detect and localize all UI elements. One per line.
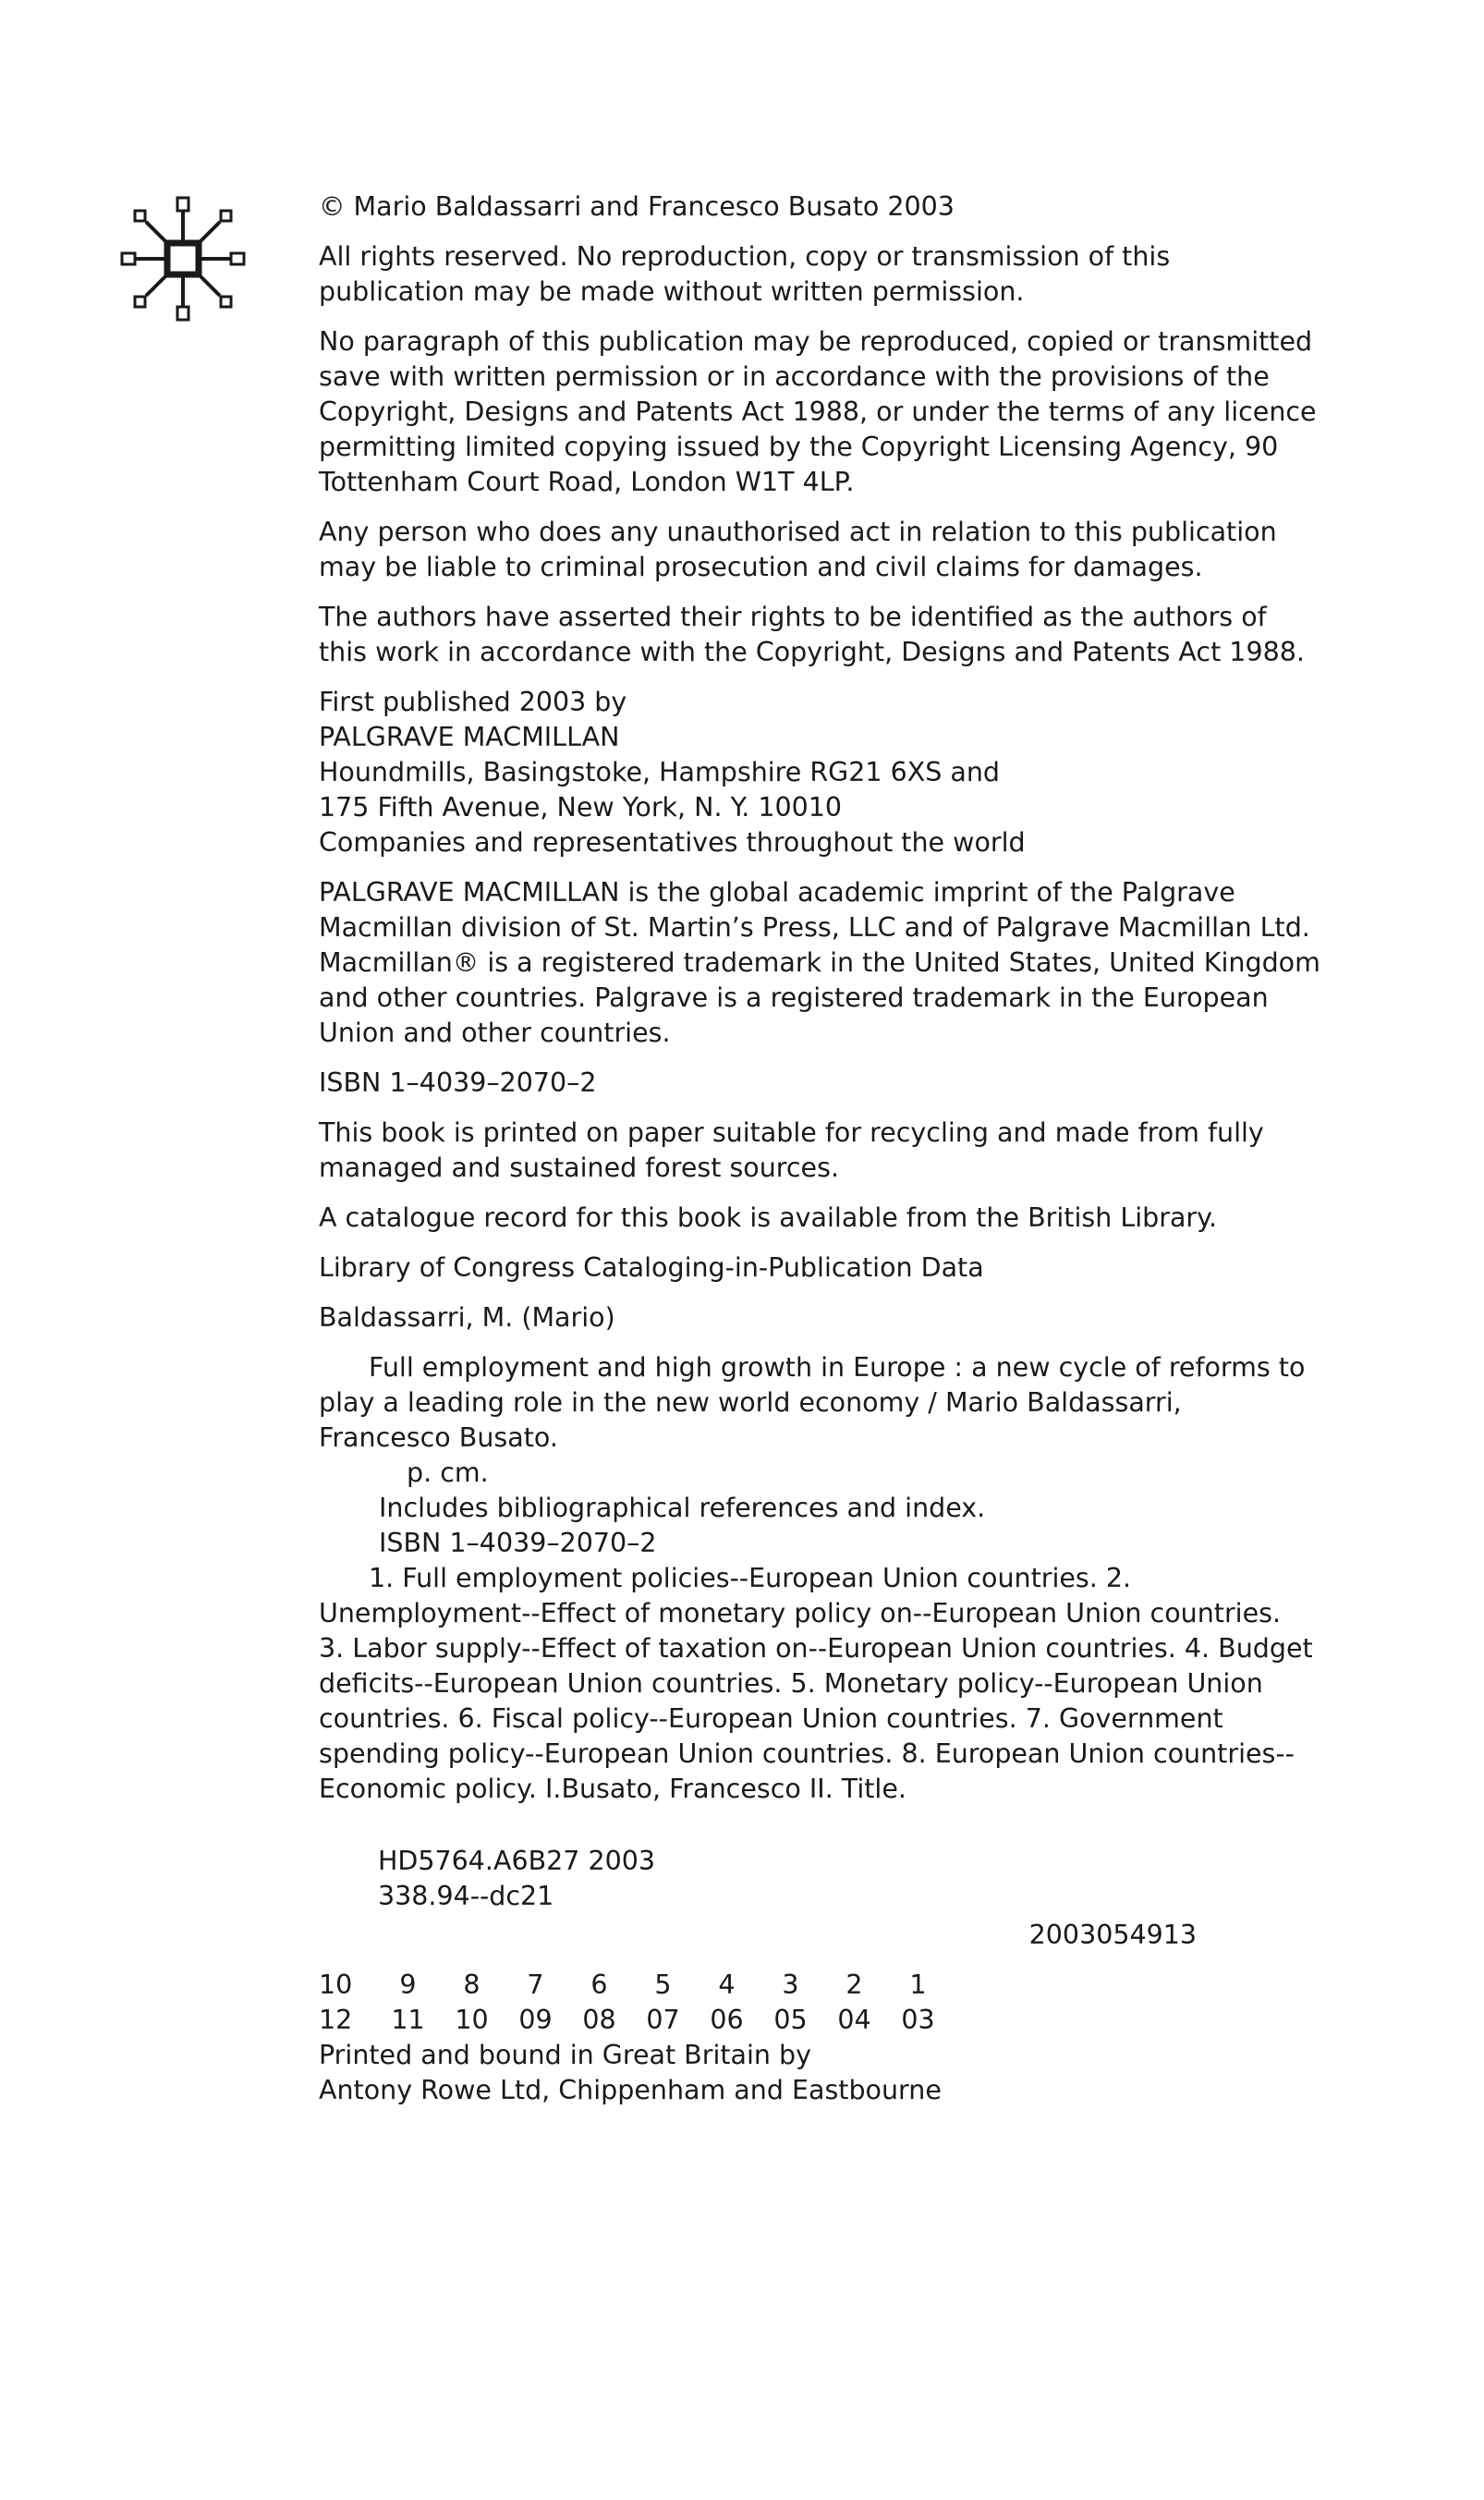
printing-number: 6	[590, 1970, 608, 2000]
printing-year: 10	[455, 2005, 489, 2035]
text-line: and other countries. Palgrave is a registered trademark in the European	[319, 982, 1269, 1013]
printing-year: 12	[319, 2005, 353, 2035]
paper-paragraph	[319, 1116, 1289, 1186]
text-line: First published 2003 by	[319, 687, 627, 717]
text-line: Macmillan® is a registered trademark in the United States, United Kingdom	[319, 947, 1320, 978]
publisher-logo-icon	[109, 185, 257, 333]
cip-subject-line: Unemployment--Effect of monetary policy on--European Union countries.	[319, 1598, 1282, 1628]
first-published-paragraph	[319, 685, 1289, 860]
dewey-number: 338.94--dc21	[378, 1881, 554, 1911]
text-line: A catalogue record for this book is available from the British Library.	[319, 1202, 1218, 1233]
text-line: Library of Congress Cataloging-in-Publication Data	[319, 1252, 984, 1283]
isbn: ISBN 1–4039–2070–2	[319, 1067, 597, 1098]
no-paragraph-paragraph	[319, 324, 1317, 500]
publisher-name: PALGRAVE MACMILLAN	[319, 722, 620, 752]
text-line: Baldassarri, M. (Mario)	[319, 1302, 615, 1333]
printing-number: 3	[782, 1970, 799, 2000]
cip-isbn: ISBN 1–4039–2070–2	[379, 1528, 657, 1558]
printing-number: 10	[319, 1970, 353, 2000]
copyright-notice	[319, 189, 1289, 225]
lc-class-number: HD5764.A6B27 2003	[378, 1846, 656, 1876]
copyright-line: © Mario Baldassarri and Francesco Busato 2003	[319, 191, 955, 222]
printing-number: 5	[654, 1970, 672, 2000]
text-line: Tottenham Court Road, London W1T 4LP.	[319, 467, 855, 497]
text-line: PALGRAVE MACMILLAN is the global academic imprint of the Palgrave	[319, 877, 1235, 908]
cip-pcm: p. cm.	[407, 1457, 489, 1488]
catalogue-paragraph	[319, 1201, 1289, 1236]
cip-subject-line: Economic policy. I.Busato, Francesco II. Title.	[319, 1774, 906, 1804]
cip-includes: Includes bibliographical references and index.	[379, 1493, 986, 1523]
text-line: Antony Rowe Ltd, Chippenham and Eastbourne	[319, 2075, 942, 2105]
text-line: permitting limited copying issued by the Copyright Licensing Agency, 90	[319, 432, 1279, 462]
printing-number: 8	[463, 1970, 480, 2000]
printing-year: 09	[518, 2005, 553, 2035]
cip-subject-line: countries. 6. Fiscal policy--European Union countries. 7. Government	[319, 1703, 1223, 1734]
text-line: publication may be made without written permission.	[319, 276, 1025, 307]
cip-subject-line: 1. Full employment policies--European Union countries. 2.	[369, 1563, 1132, 1593]
printer-paragraph	[319, 2038, 1289, 2108]
printing-year: 07	[646, 2005, 680, 2035]
printing-year: 11	[391, 2005, 425, 2035]
printing-number: 9	[399, 1970, 417, 2000]
cip-subject-line: 3. Labor supply--Effect of taxation on--European Union countries. 4. Budget	[319, 1633, 1313, 1664]
loc-heading	[319, 1250, 1289, 1286]
text-line: may be liable to criminal prosecution and civil claims for damages.	[319, 552, 1203, 582]
text-line: All rights reserved. No reproduction, copy or transmission of this	[319, 241, 1171, 272]
printing-year-line	[319, 2003, 1289, 2038]
authors-asserted-paragraph	[319, 600, 1305, 670]
text-line: The authors have asserted their rights to be identified as the authors of	[319, 602, 1267, 632]
text-line: Companies and representatives throughout the world	[319, 827, 1026, 858]
cip-title-line: Full employment and high growth in Europe : a new cycle of reforms to	[369, 1352, 1306, 1383]
publisher-address: 175 Fifth Avenue, New York, N. Y. 10010	[319, 792, 843, 823]
author-entry	[319, 1300, 1289, 1335]
unauthorised-act-paragraph	[319, 515, 1289, 585]
classification-block	[319, 1844, 1289, 1914]
text-line: This book is printed on paper suitable for recycling and made from fully	[319, 1117, 1264, 1148]
publisher-address: Houndmills, Basingstoke, Hampshire RG21 6XS and	[319, 757, 1001, 787]
printing-number: 1	[909, 1970, 927, 2000]
printing-year: 04	[837, 2005, 871, 2035]
text-line: Macmillan division of St. Martin’s Press, LLC and of Palgrave Macmillan Ltd.	[319, 912, 1310, 943]
cip-title-line: Francesco Busato.	[319, 1422, 558, 1453]
copyright-text	[319, 189, 1320, 2123]
isbn-paragraph	[319, 1066, 1289, 1101]
printing-number: 7	[527, 1970, 544, 2000]
printing-year: 06	[710, 2005, 744, 2035]
cip-subject-line: deficits--European Union countries. 5. Monetary policy--European Union	[319, 1668, 1263, 1699]
text-line: No paragraph of this publication may be reproduced, copied or transmitted	[319, 326, 1313, 357]
printing-year: 08	[582, 2005, 616, 2035]
text-line: Printed and bound in Great Britain by	[319, 2040, 811, 2070]
rights-reserved-paragraph	[319, 239, 1289, 310]
cip-record	[319, 1350, 1313, 1953]
printing-year: 05	[773, 2005, 808, 2035]
lccn-number: 2003054913	[1028, 1920, 1197, 1950]
text-line: managed and sustained forest sources.	[319, 1152, 840, 1183]
text-line: Union and other countries.	[319, 1018, 671, 1048]
text-line: Copyright, Designs and Patents Act 1988, or under the terms of any licence	[319, 396, 1317, 427]
printing-number: 2	[845, 1970, 863, 2000]
text-line: Any person who does any unauthorised act in relation to this publication	[319, 517, 1277, 547]
cip-title-line: play a leading role in the new world economy / Mario Baldassarri,	[319, 1387, 1182, 1418]
printing-year: 03	[901, 2005, 935, 2035]
text-line: this work in accordance with the Copyright, Designs and Patents Act 1988.	[319, 637, 1305, 667]
printing-number-line	[319, 1968, 1289, 2003]
printing-number: 4	[718, 1970, 736, 2000]
cip-subject-line: spending policy--European Union countries. 8. European Union countries--	[319, 1738, 1295, 1769]
imprint-paragraph	[319, 875, 1320, 1051]
text-line: save with written permission or in accordance with the provisions of the	[319, 361, 1270, 392]
